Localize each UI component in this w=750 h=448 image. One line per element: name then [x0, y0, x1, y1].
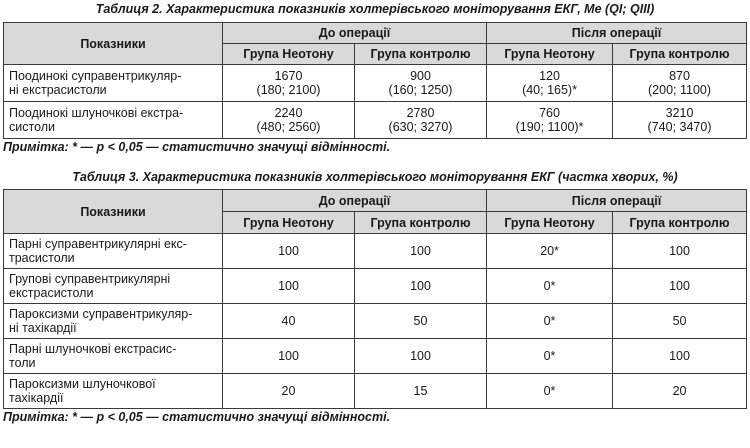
table-row [4, 304, 747, 339]
cell-before-neoton: 1670 (180; 2100) [223, 65, 355, 102]
cell-before-control: 100 [355, 339, 487, 374]
cell-after-neoton: 20* [487, 234, 613, 269]
header-group-neoton: Група Неотону [487, 212, 613, 234]
cell-before-control: 900 (160; 1250) [355, 65, 487, 102]
cell-after-control: 3210 (740; 3470) [613, 102, 747, 139]
header-group-control: Група контролю [355, 212, 487, 234]
cell-after-neoton: 0* [487, 374, 613, 409]
cell-before-neoton: 40 [223, 304, 355, 339]
cell-before-neoton: 2240 (480; 2560) [223, 102, 355, 139]
cell-after-neoton: 0* [487, 269, 613, 304]
table2 [3, 22, 747, 139]
cell-before-neoton: 100 [223, 234, 355, 269]
table-row [4, 65, 747, 102]
cell-before-neoton: 20 [223, 374, 355, 409]
header-group-neoton: Група Неотону [223, 212, 355, 234]
header-group-neoton: Група Неотону [487, 44, 613, 65]
header-after-surgery: Після операції [487, 23, 747, 44]
cell-after-control: 20 [613, 374, 747, 409]
header-indicators: Показники [4, 190, 223, 234]
table3-caption: Таблиця 3. Характеристика показників холтерівського моніторування ЕКГ (частка хворих, %) [72, 170, 678, 184]
cell-before-neoton: 100 [223, 269, 355, 304]
header-group-control: Група контролю [613, 212, 747, 234]
cell-before-control: 50 [355, 304, 487, 339]
cell-before-control: 15 [355, 374, 487, 409]
header-group-control: Група контролю [355, 44, 487, 65]
table3 [3, 189, 747, 409]
header-before-surgery: До операції [223, 190, 487, 212]
header-after-surgery: Після операції [487, 190, 747, 212]
row-indicator: Пароксизми суправентрикуляр- ні тахікардії [4, 304, 223, 339]
table-row [4, 269, 747, 304]
cell-after-control: 100 [613, 234, 747, 269]
header-before-surgery: До операції [223, 23, 487, 44]
table3-note: Примітка: * — p < 0,05 — статистично значущі відмінності. [3, 410, 391, 424]
cell-before-control: 2780 (630; 3270) [355, 102, 487, 139]
cell-before-control: 100 [355, 269, 487, 304]
cell-after-neoton: 0* [487, 339, 613, 374]
table2-caption: Таблиця 2. Характеристика показників холтерівського моніторування ЕКГ, Ме (QI; QIII) [95, 2, 655, 16]
cell-after-control: 100 [613, 339, 747, 374]
row-indicator: Парні суправентрикулярні екс- трасистоли [4, 234, 223, 269]
row-indicator: Групові суправентрикулярні екстрасистоли [4, 269, 223, 304]
table-row [4, 339, 747, 374]
cell-before-control: 100 [355, 234, 487, 269]
table2-note: Примітка: * — p < 0,05 — статистично значущі відмінності. [3, 140, 391, 154]
row-indicator: Пароксизми шлуночкової тахікардії [4, 374, 223, 409]
cell-after-neoton: 0* [487, 304, 613, 339]
cell-after-neoton: 760 (190; 1100)* [487, 102, 613, 139]
cell-after-control: 100 [613, 269, 747, 304]
header-group-control: Група контролю [613, 44, 747, 65]
cell-after-control: 50 [613, 304, 747, 339]
header-indicators: Показники [4, 23, 223, 65]
table-row [4, 374, 747, 409]
cell-after-control: 870 (200; 1100) [613, 65, 747, 102]
row-indicator: Поодинокі суправентрикуляр- ні екстрасистоли [4, 65, 223, 102]
table-row [4, 102, 747, 139]
row-indicator: Парні шлуночкові екстрасис- толи [4, 339, 223, 374]
cell-after-neoton: 120 (40; 165)* [487, 65, 613, 102]
table-row [4, 234, 747, 269]
cell-before-neoton: 100 [223, 339, 355, 374]
header-group-neoton: Група Неотону [223, 44, 355, 65]
row-indicator: Поодинокі шлуночкові екстра- систоли [4, 102, 223, 139]
